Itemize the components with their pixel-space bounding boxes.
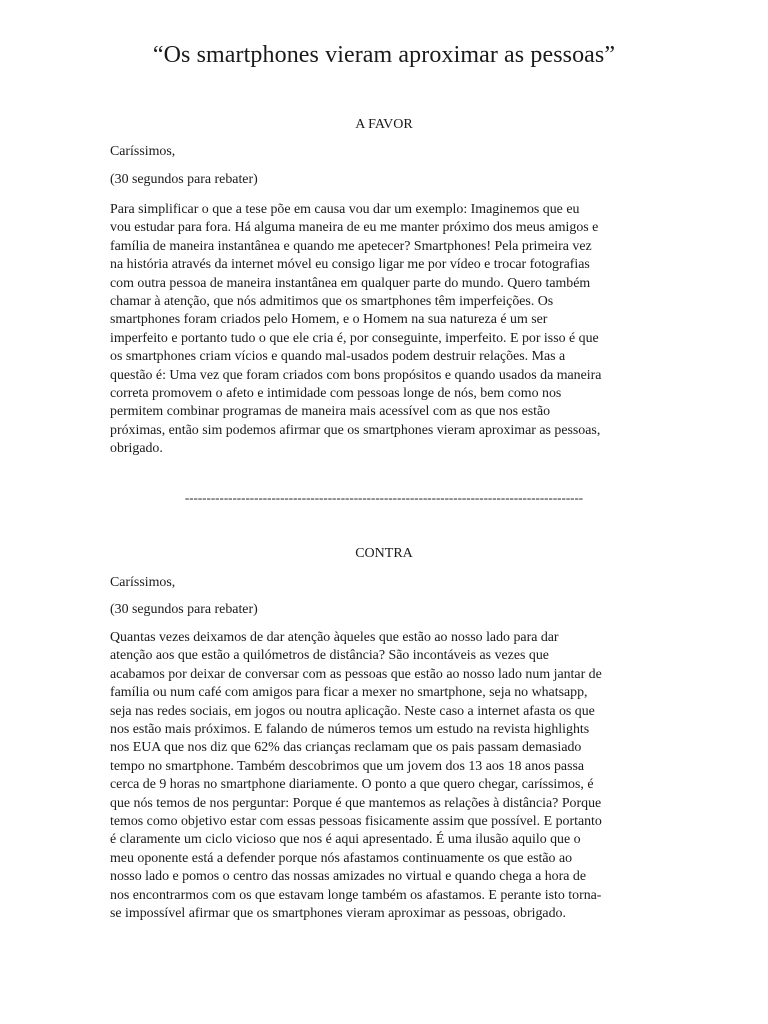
document-title: “Os smartphones vieram aproximar as pessoas” — [152, 42, 616, 68]
contra-heading: CONTRA — [355, 546, 413, 561]
contra-body: Quantas vezes deixamos de dar atenção àqueles que estão ao nosso lado para dar atenção aos que estão a quilómetros de distância? São incontáveis as vezes que acabamos por deixar de conversar com as pessoas que estão ao nosso lado num jantar de família ou num café com amigos para ficar a mexer no smartphone, seja no whatsapp, seja nas redes sociais, em jogos ou noutra aplicação. Neste caso a internet afasta os que nos estão mais próximos. E falando de números temos um estudo na revista highlights nos EUA que nos diz que 62% das crianças reclamam que os pais passam demasiado tempo no smartphone. Também descobrimos que um jovem dos 13 aos 18 anos passa cerca de 9 horas no smartphone diariamente. O ponto a que quero chegar, caríssimos, é que nós temos de nos perguntar: Porque é que mantemos as relações à distância? Porque temos como objetivo estar com essas pessoas fisicamente assim que possível. E portanto é claramente um ciclo vicioso que nos é aqui apresentado. É uma ilusão aquilo que o meu oponente está a defender porque nós afastamos continuamente os que estão ao nosso lado e pomos o centro das nossas amizades no virtual e quando chega a hora de nos encontrarmos com os que estavam longe também os afastamos. E perante isto torna- se impossível afirmar que os smartphones vieram aproximar as pessoas, obrigado. — [110, 630, 602, 922]
favor-heading: A FAVOR — [355, 117, 413, 132]
contra-note: (30 segundos para rebater) — [110, 602, 258, 617]
favor-note: (30 segundos para rebater) — [110, 172, 258, 187]
favor-body: Para simplificar o que a tese põe em causa vou dar um exemplo: Imaginemos que eu vou estudar para fora. Há alguma maneira de eu me manter próximo dos meus amigos e família de maneira instantânea e quando me apetecer? Smartphones! Pela primeira vez na história através da internet móvel eu consigo ligar me por vídeo e trocar fotografias com outra pessoa de maneira instantânea em qualquer parte do mundo. Quero também chamar à atenção, que nós admitimos que os smartphones têm imperfeições. Os smartphones foram criados pelo Homem, e o Homem na sua natureza é um ser imperfeito e portanto tudo o que ele cria é, por conseguinte, imperfeito. E por isso é que os smartphones criam vícios e quando mal-usados podem destruir relações. Mas a questão é: Uma vez que foram criados com bons propósitos e quando usados da maneira correta promovem o afeto e intimidade com pessoas longe de nós, bem como nos permitem combinar programas de maneira mais acessível com as que nos estão próximas, então sim podemos afirmar que os smartphones vieram aproximar as pessoas, obrigado. — [110, 202, 602, 457]
contra-greeting: Caríssimos, — [110, 575, 176, 590]
section-divider: -------------------------------------------------------------------------------------------- — [184, 490, 584, 505]
favor-greeting: Caríssimos, — [110, 144, 176, 159]
